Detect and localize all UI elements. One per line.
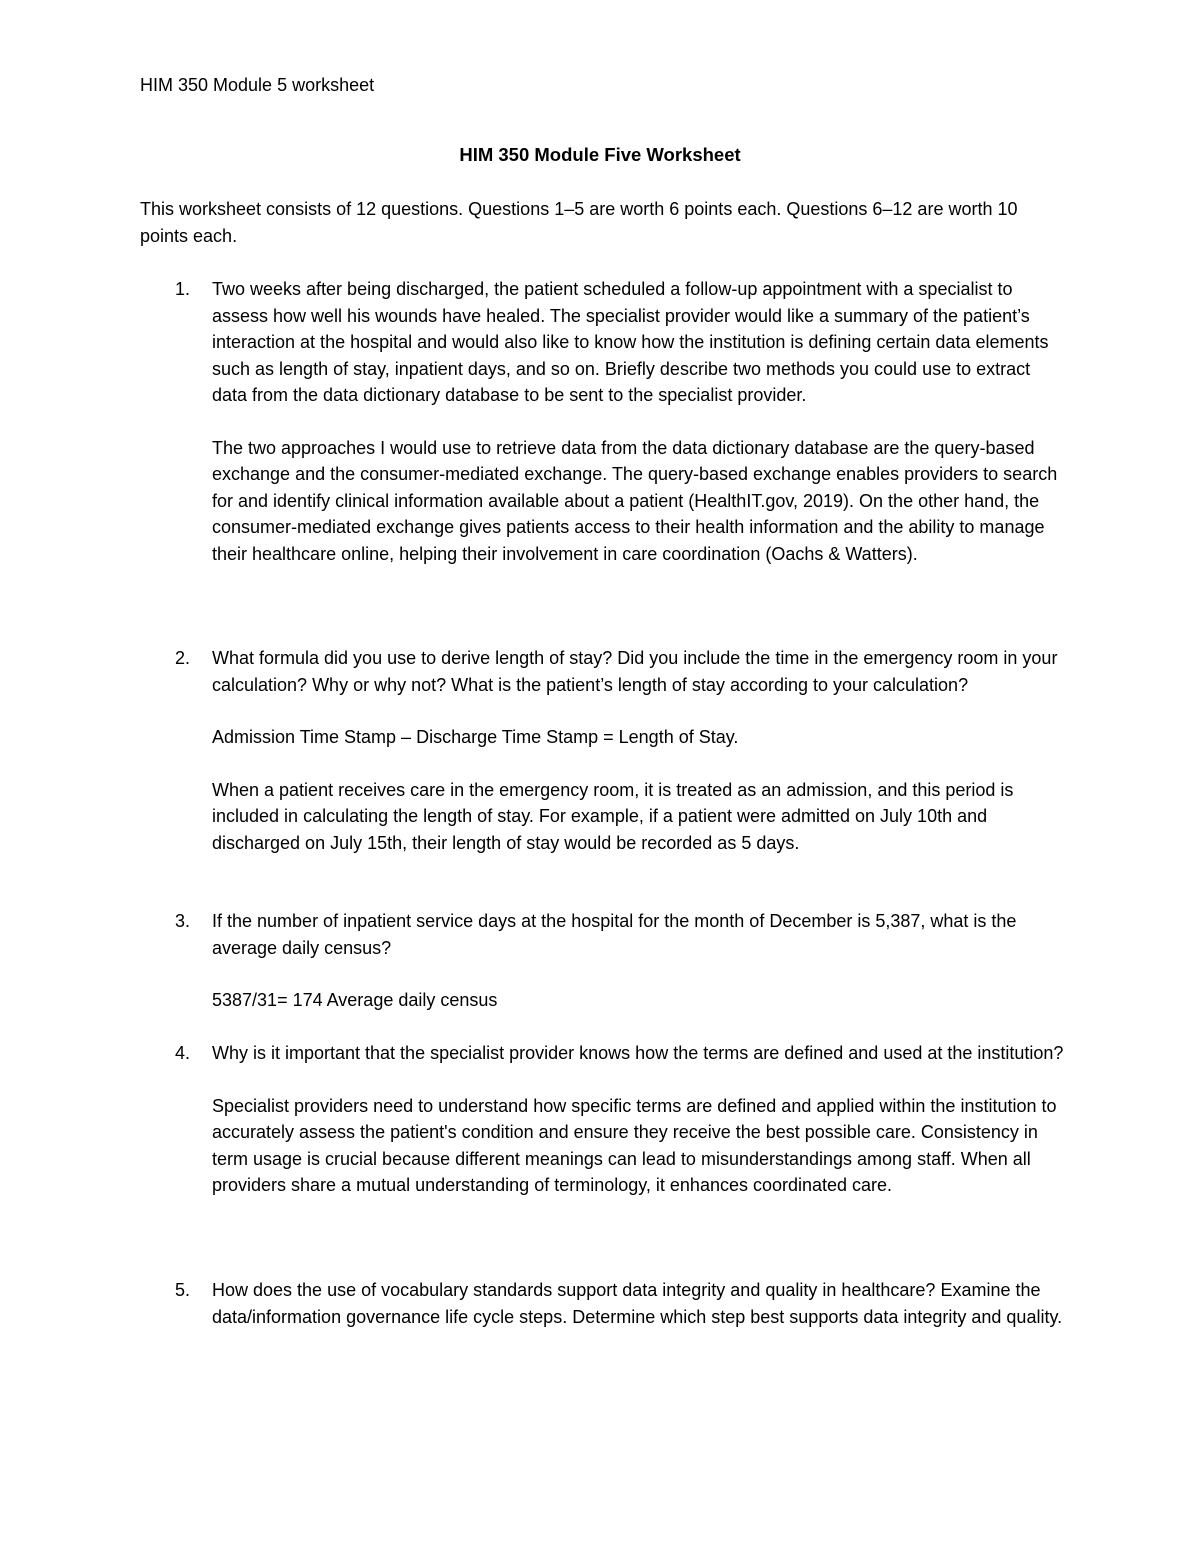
question-text: Two weeks after being discharged, the patient scheduled a follow-up appointment with a specialist to assess how well his wounds have healed. The specialist provider would like a summary of the patient’s interaction at the hospital and would also like to know how the institution is defining certain data elements such as length of stay, inpatient days, and so on. Briefly describe two methods you could use to extract data from the data dictionary database to be sent to the specialist provider. [212, 279, 1049, 405]
question-number: 1. [175, 279, 191, 299]
question-number: 3. [175, 911, 191, 931]
question-number: 2. [175, 648, 191, 668]
question-text: What formula did you use to derive length of stay? Did you include the time in the emergency room in your calculation? Why or why not? What is the patient’s length of stay according to your calculation? [212, 648, 1058, 695]
question-text: If the number of inpatient service days at the hospital for the month of December is 5,387, what is the average daily census? [212, 911, 1017, 958]
answer-calculation: 5387/31= 174 Average daily census [212, 990, 498, 1010]
intro-paragraph: This worksheet consists of 12 questions. Questions 1–5 are worth 6 points each. Questions 6–12 are worth 10 points each. [140, 199, 1018, 246]
answer-paragraph: The two approaches I would use to retrieve data from the data dictionary database are the query-based exchange and the consumer-mediated exchange. The query-based exchange enables providers to search for and identify clinical information available about a patient (HealthIT.gov, 2019). On the other hand, the consumer-mediated exchange gives patients access to their health information and the ability to manage their healthcare online, helping their involvement in care coordination (Oachs & Watters). [212, 437, 1058, 564]
document-title: HIM 350 Module Five Worksheet [459, 144, 741, 165]
question-item-5 [140, 1277, 1070, 1330]
question-item-1 [140, 276, 1070, 567]
question-text: How does the use of vocabulary standards support data integrity and quality in healthcare? Examine the data/information governance life cycle steps. Determine which step best supports data integrity and quality. [212, 1280, 1063, 1327]
question-item-3 [140, 908, 1070, 1014]
question-text: Why is it important that the specialist provider knows how the terms are defined and used at the institution? [212, 1043, 1064, 1063]
question-item-4 [140, 1040, 1070, 1199]
question-number: 5. [175, 1280, 191, 1300]
answer-paragraph: When a patient receives care in the emergency room, it is treated as an admission, and this period is included in calculating the length of stay. For example, if a patient were admitted on July 10th and discharged on July 15th, their length of stay would be recorded as 5 days. [212, 779, 1014, 853]
answer-formula: Admission Time Stamp – Discharge Time Stamp = Length of Stay. [212, 727, 739, 747]
running-header: HIM 350 Module 5 worksheet [140, 75, 375, 95]
question-number: 4. [175, 1043, 191, 1063]
answer-paragraph: Specialist providers need to understand how specific terms are defined and applied within the institution to accurately assess the patient's condition and ensure they receive the best possible care. Consistency in term usage is crucial because different meanings can lead to misunderstandings among staff. When all providers share a mutual understanding of terminology, it enhances coordinated care. [212, 1095, 1057, 1195]
question-item-2 [140, 645, 1070, 856]
